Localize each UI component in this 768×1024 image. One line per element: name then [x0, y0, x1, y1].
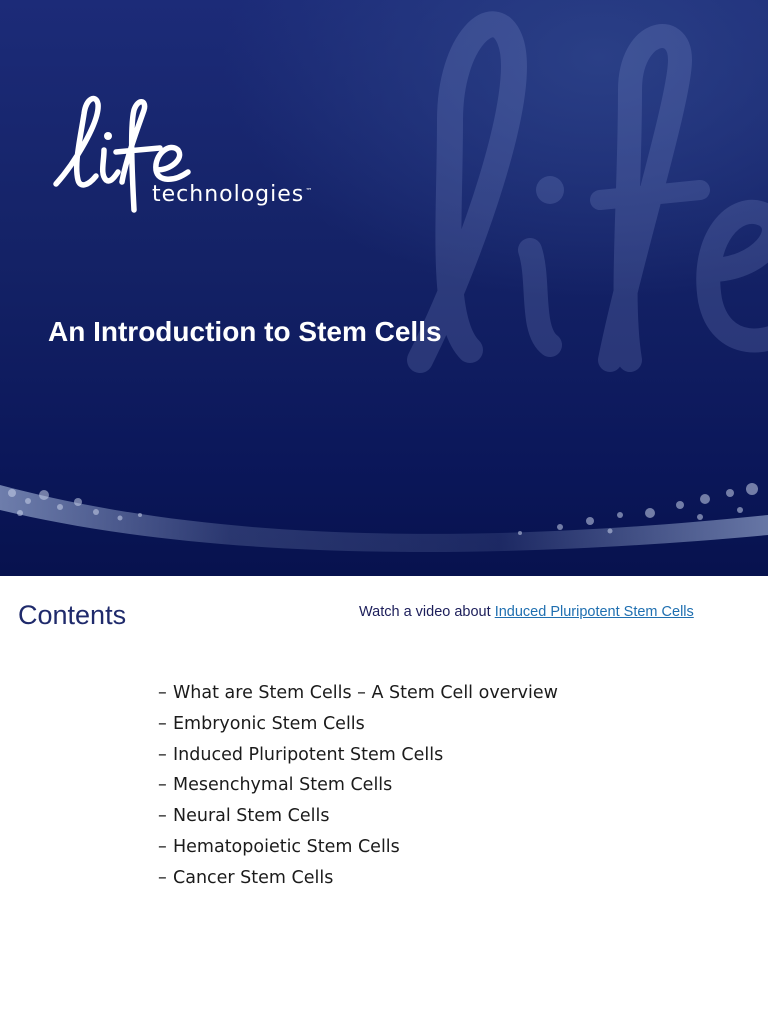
contents-list [158, 678, 558, 894]
list-item: – Embryonic Stem Cells [158, 709, 558, 740]
list-dash: – [158, 683, 167, 703]
contents-slide [0, 576, 768, 1024]
video-prompt-line [359, 604, 694, 620]
list-item: – Mesenchymal Stem Cells [158, 770, 558, 801]
contents-heading: Contents [18, 600, 127, 630]
list-dash: – [158, 836, 167, 857]
presentation-title: An Introduction to Stem Cells [48, 316, 442, 347]
list-dash: – [158, 806, 167, 827]
list-item: – Cancer Stem Cells [158, 863, 558, 894]
video-prompt-text: Watch a video about [359, 604, 491, 620]
life-technologies-logo [52, 92, 332, 222]
list-dash: – [158, 744, 167, 765]
list-item: – Hematopoietic Stem Cells [158, 832, 558, 863]
trademark-mark: ™ [305, 186, 314, 195]
list-dash: – [158, 867, 167, 888]
video-link[interactable]: Induced Pluripotent Stem Cells [494, 604, 694, 620]
list-item: – Neural Stem Cells [158, 801, 558, 832]
list-dash: – [158, 713, 167, 734]
list-dash: – [158, 775, 167, 796]
list-item: – What are Stem Cells – A Stem Cell overview [158, 678, 558, 709]
cell-imagery-band [0, 455, 768, 565]
list-item: – Induced Pluripotent Stem Cells [158, 740, 558, 771]
logo-technologies-text: technologies™ [152, 182, 314, 207]
